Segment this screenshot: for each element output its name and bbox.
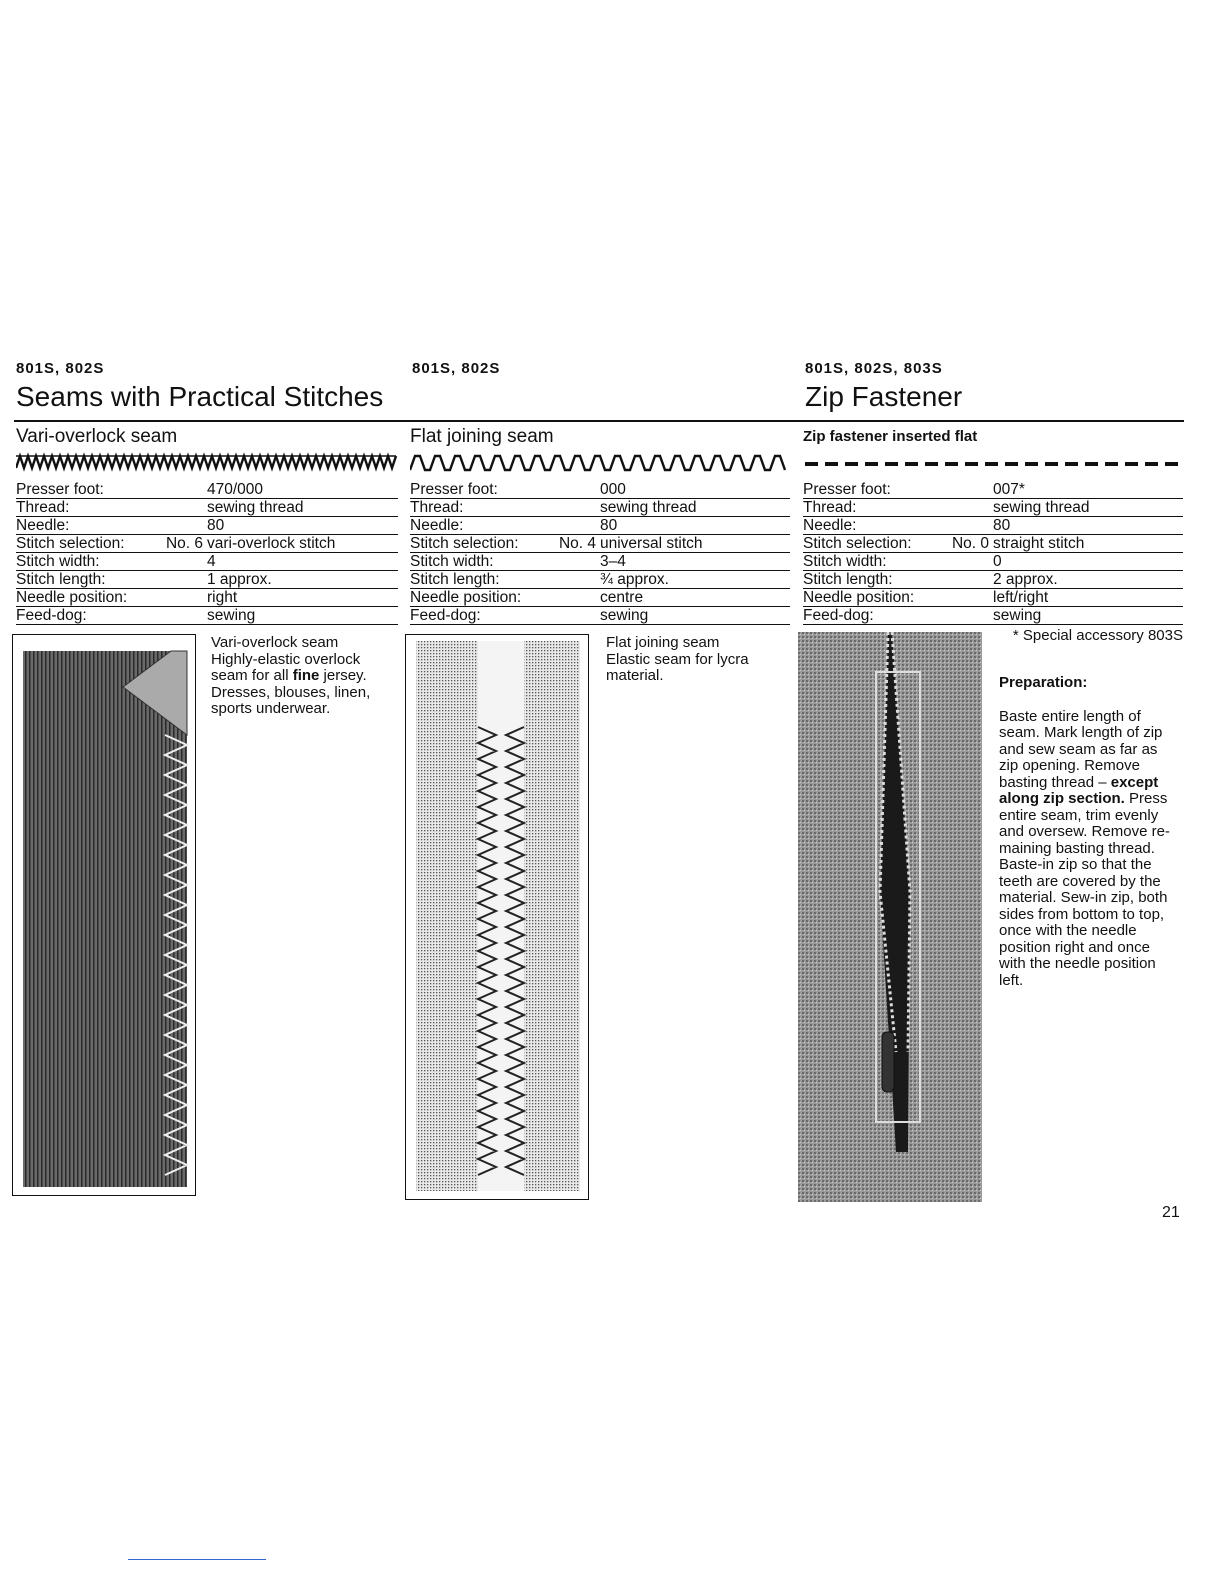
desc-text: jersey. [319,667,367,684]
desc-line: teeth are covered by the [999,872,1161,890]
spec-value: 80 [600,517,790,535]
desc-line: Dresses, blouses, linen, [211,683,371,701]
spec-row [410,481,790,499]
desc-line: and sew seam as far as [999,740,1158,758]
spec-label-text: Feed-dog: [16,607,87,624]
spec-label [410,607,600,625]
spec-row [410,517,790,535]
spec-row [16,607,398,625]
spec-stitch-number: No. 4 [558,535,596,552]
spec-label-text: Stitch selection: [16,535,125,552]
spec-value: sewing thread [993,499,1183,517]
stitch-title: Vari-overlock seam [16,426,178,447]
spec-label-text: Stitch selection: [803,535,912,552]
spec-value: sewing thread [600,499,790,517]
overlock-seam-photo [12,634,196,1196]
column-vari-overlock [16,360,398,414]
column-zip [805,360,1185,414]
spec-label-text: Stitch length: [410,571,500,588]
spec-label-text: Thread: [16,499,70,516]
desc-line: Vari-overlock seam [211,634,339,651]
spec-value: 80 [993,517,1183,535]
spec-label-text: Presser foot: [803,481,891,498]
spec-label-text: Stitch selection: [410,535,519,552]
spec-value: sewing [207,607,398,625]
section-heading: Seams with Practical Stitches [16,381,384,412]
desc-line: maining basting thread. [999,839,1155,857]
spec-label [16,499,207,517]
spec-label-text: Needle position: [410,589,522,606]
straight-stitch-icon [803,452,1185,472]
spec-label [410,499,600,517]
stitch-title: Zip fastener inserted flat [803,428,978,445]
spec-label-text: Needle position: [803,589,915,606]
desc-bold: fine [292,667,320,684]
spec-stitch-number: No. 0 [951,535,989,552]
spec-value: ¾ approx. [600,571,790,589]
spec-row [16,535,398,553]
spec-row [410,499,790,517]
spec-label [16,607,207,625]
spec-row [16,589,398,607]
spec-label-text: Needle: [410,517,464,534]
spec-value: 470/000 [207,481,398,499]
flat-joining-description [606,635,796,685]
spec-label [16,517,207,535]
spec-label [410,553,600,571]
desc-line: material. [606,667,664,684]
spec-value: sewing thread [207,499,398,517]
zip-fastener-photo [798,632,982,1202]
spec-row [16,481,398,499]
desc-bold: along zip section. [999,790,1125,807]
spec-value: 1 approx. [207,571,398,589]
spec-row [16,553,398,571]
spec-label [803,481,993,499]
spec-row [410,571,790,589]
desc-line: position right and once [999,938,1150,956]
spec-label-text: Feed-dog: [410,607,481,624]
desc-line: sports underwear. [211,700,331,717]
spec-row [803,499,1183,517]
spec-value: right [207,589,398,607]
desc-text: basting thread – [999,773,1111,791]
desc-line [211,668,401,685]
model-label: 801S, 802S, 803S [805,360,943,377]
spec-label [16,535,207,553]
spec-label-text: Needle: [16,517,70,534]
spec-value: 007* [993,481,1183,499]
desc-text: Press [1124,790,1168,807]
spec-label-text: Needle: [803,517,857,534]
preparation-title: Preparation: [999,674,1088,691]
spec-table [16,481,398,625]
spec-row [410,607,790,625]
model-label: 801S, 802S [412,360,501,377]
spec-label [410,517,600,535]
stitch-title: Flat joining seam [410,426,554,447]
spec-value: sewing [600,607,790,625]
spec-row [410,553,790,571]
spec-label-text: Feed-dog: [803,607,874,624]
spec-value: universal stitch [600,535,790,553]
spec-label [803,499,993,517]
spec-label-text: Stitch length: [16,571,106,588]
footnote: * Special accessory 803S [1012,627,1183,644]
spec-label [410,481,600,499]
spec-block-3 [803,426,1183,644]
spec-label-text: Needle position: [16,589,128,606]
spec-row [410,589,790,607]
column-flat-joining [412,360,792,380]
spec-row [410,535,790,553]
spec-label-text: Stitch width: [16,553,100,570]
overlock-description [211,635,401,718]
spec-label [410,535,600,553]
spec-label-text: Stitch width: [410,553,494,570]
spec-label [16,571,207,589]
spec-value: vari-overlock stitch [207,535,398,553]
spec-block-1 [16,426,398,625]
desc-line: Highly-elastic overlock [211,650,361,668]
spec-value: left/right [993,589,1183,607]
desc-line: Baste entire length of [999,707,1141,725]
spec-label [410,571,600,589]
spec-label-text: Stitch width: [803,553,887,570]
spec-label-text: Presser foot: [410,481,498,498]
desc-line: zip opening. Remove [999,757,1140,774]
spec-row [803,607,1183,625]
spec-label [410,589,600,607]
spec-row [16,499,398,517]
desc-line: Elastic seam for lycra [606,650,749,668]
spec-table [803,481,1183,625]
spec-label [16,553,207,571]
desc-line: with the needle position [999,955,1156,972]
spec-stitch-number: No. 6 [165,535,203,552]
spec-value: centre [600,589,790,607]
model-label: 801S, 802S [16,360,105,377]
spec-label [803,589,993,607]
spec-value: 000 [600,481,790,499]
page-number: 21 [1162,1204,1180,1221]
header-rule [14,420,1184,422]
spec-label-text: Thread: [803,499,857,516]
desc-line: Baste-in zip so that the [999,856,1152,873]
spec-value: sewing [993,607,1183,625]
spec-value: straight stitch [993,535,1183,553]
spec-block-2 [410,426,790,625]
footer-line [128,1559,266,1560]
spec-label [803,535,993,553]
spec-row [803,481,1183,499]
spec-value: 0 [993,553,1183,571]
desc-line [999,775,1189,792]
desc-line: material. Sew-in zip, both [999,889,1168,906]
spec-label-text: Thread: [410,499,464,516]
desc-line: entire seam, trim evenly [999,806,1159,824]
spec-row [803,571,1183,589]
desc-line: once with the needle [999,922,1137,939]
spec-label [803,571,993,589]
spec-label [803,553,993,571]
spec-row [803,517,1183,535]
desc-line [999,791,1189,808]
spec-row [803,535,1183,553]
spec-label [803,607,993,625]
spec-table [410,481,790,625]
flat-joining-stitch-icon [410,452,790,472]
spec-value: 80 [207,517,398,535]
spec-row [803,589,1183,607]
desc-line: seam. Mark length of zip [999,724,1163,741]
spec-value: 3–4 [600,553,790,571]
spec-label-text: Stitch length: [803,571,893,588]
spec-value: 4 [207,553,398,571]
desc-text: seam for all [211,667,293,684]
overlock-stitch-icon [16,452,398,472]
spec-label [803,517,993,535]
desc-line: Flat joining seam [606,634,720,651]
spec-row [16,517,398,535]
desc-line: sides from bottom to top, [999,905,1165,923]
flat-joining-seam-photo [405,634,589,1200]
spec-row [16,571,398,589]
desc-line: left. [999,971,1024,989]
section-heading: Zip Fastener [805,381,963,412]
desc-line: and oversew. Remove re- [999,823,1170,840]
spec-label [16,481,207,499]
spec-value: 2 approx. [993,571,1183,589]
zip-preparation [999,675,1189,989]
spec-label [16,589,207,607]
desc-bold: except [1110,773,1159,791]
spec-label-text: Presser foot: [16,481,104,498]
spec-row [803,553,1183,571]
